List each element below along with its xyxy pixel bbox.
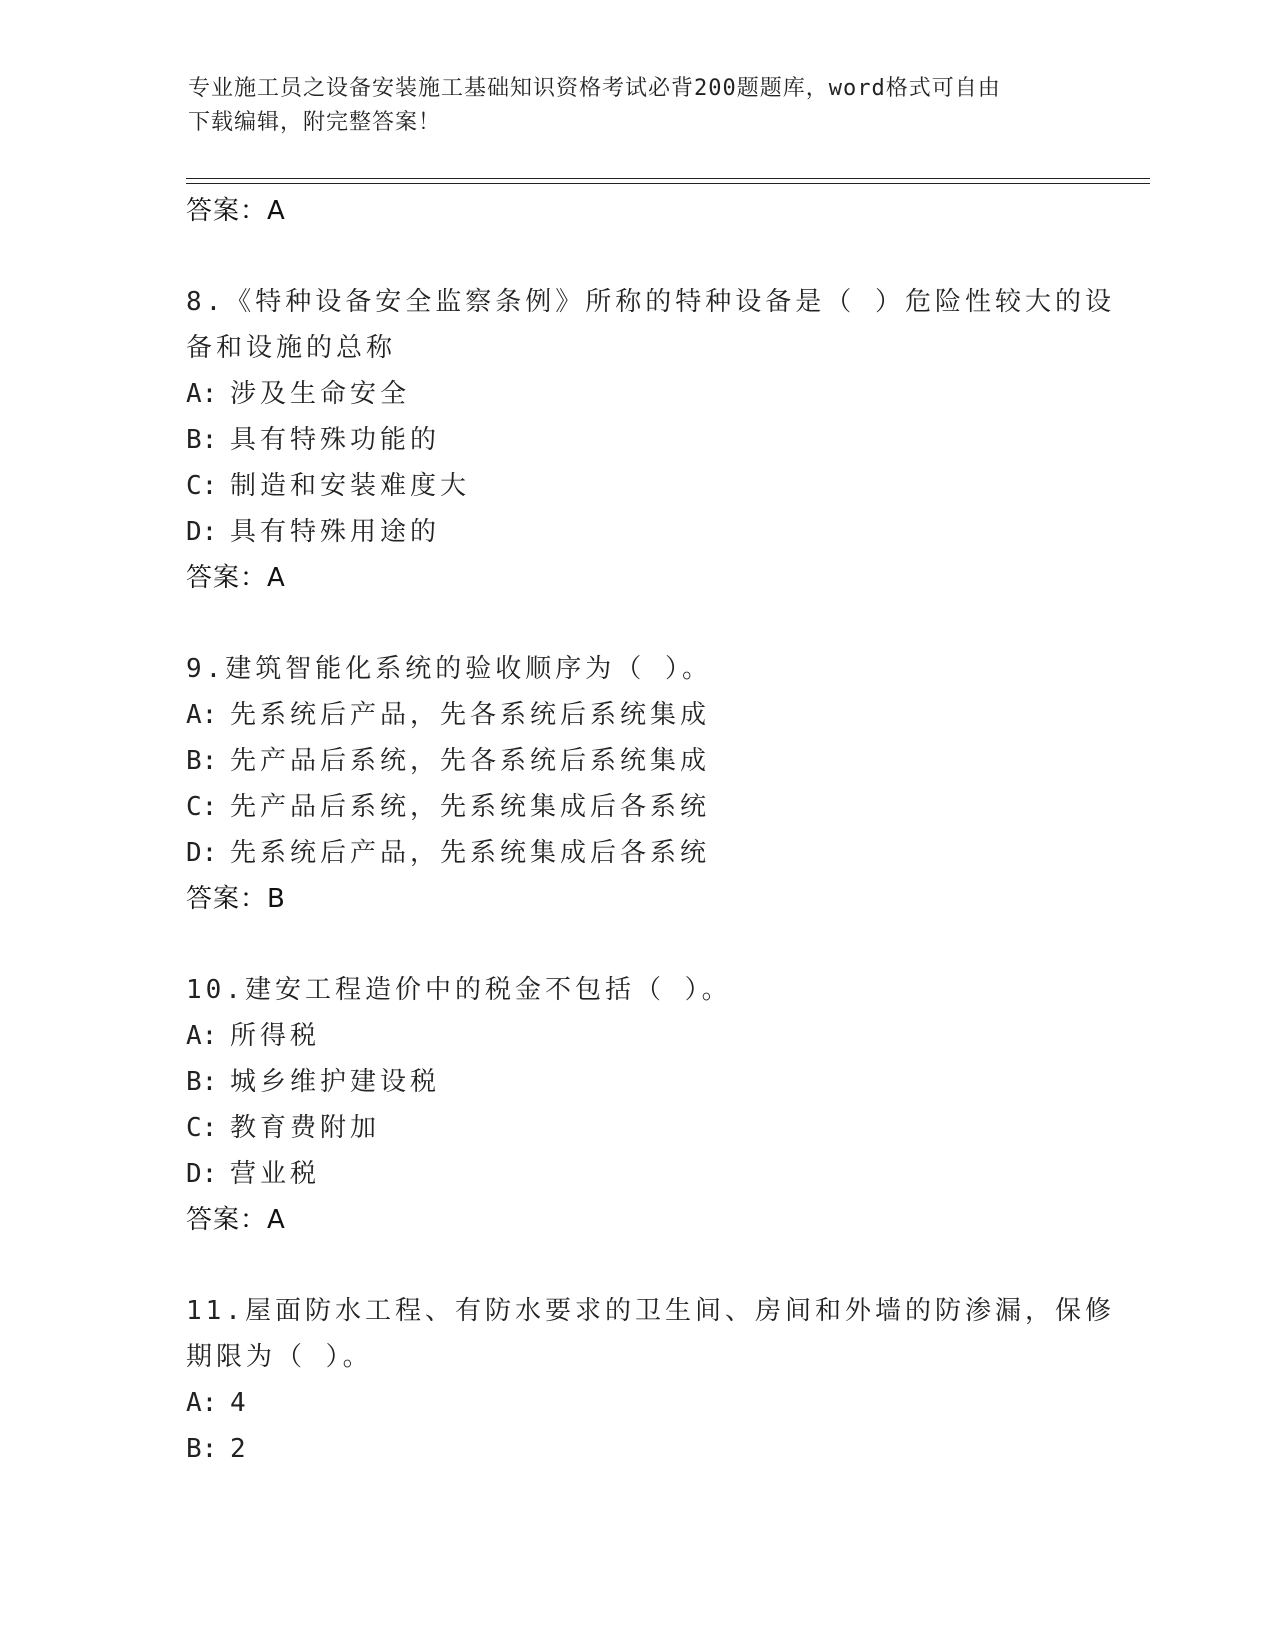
option-key: D: [186, 517, 218, 547]
option-d [186, 830, 1136, 876]
option-text: 教育费附加 [230, 1113, 381, 1143]
option-text: 具有特殊功能的 [230, 425, 441, 455]
option-a [186, 1013, 1136, 1059]
option-b [186, 1426, 1136, 1472]
option-key: D: [186, 1159, 218, 1189]
option-text: 先系统后产品，先系统集成后各系统 [230, 838, 711, 868]
option-b [186, 1059, 1136, 1105]
option-key: B: [186, 746, 218, 776]
question-11 [186, 1288, 1136, 1472]
option-text: 城乡维护建设税 [230, 1067, 441, 1097]
option-key: B: [186, 425, 218, 455]
option-key: A: [186, 1388, 218, 1418]
answer-line: 答案：B [186, 884, 286, 914]
question-9 [186, 646, 1136, 922]
option-text: 涉及生命安全 [230, 379, 411, 409]
question-list [186, 188, 1136, 1472]
question-text-continued: 期限为（ ）。 [186, 1342, 373, 1372]
option-d [186, 1151, 1136, 1197]
option-key: B: [186, 1067, 218, 1097]
option-key: D: [186, 838, 218, 868]
answer-line: 答案：A [186, 1205, 286, 1235]
question-text: 8.《特种设备安全监察条例》所称的特种设备是（ ）危险性较大的设 [186, 287, 1115, 317]
option-key: C: [186, 1113, 218, 1143]
option-b [186, 738, 1136, 784]
option-text: 先产品后系统，先各系统后系统集成 [230, 746, 711, 776]
option-text: 2 [230, 1434, 250, 1464]
question-text: 11.屋面防水工程、有防水要求的卫生间、房间和外墙的防渗漏，保修 [186, 1296, 1115, 1326]
option-key: A: [186, 1021, 218, 1051]
header-line-2: 下载编辑，附完整答案！ [188, 110, 442, 135]
option-text: 先产品后系统，先系统集成后各系统 [230, 792, 711, 822]
previous-answer: 答案：A [186, 196, 286, 226]
option-key: C: [186, 471, 218, 501]
option-a [186, 371, 1136, 417]
question-10 [186, 967, 1136, 1243]
document-header [188, 72, 1088, 140]
header-rule-bottom [186, 183, 1150, 184]
option-text: 营业税 [230, 1159, 321, 1189]
option-c [186, 463, 1136, 509]
option-text: 所得税 [230, 1021, 321, 1051]
question-8 [186, 279, 1136, 601]
option-text: 4 [230, 1388, 250, 1418]
header-line-1: 专业施工员之设备安装施工基础知识资格考试必背200题题库，word格式可自由 [188, 76, 1001, 101]
option-key: A: [186, 700, 218, 730]
option-key: C: [186, 792, 218, 822]
option-text: 具有特殊用途的 [230, 517, 441, 547]
header-rule-top [186, 178, 1150, 179]
option-key: B: [186, 1434, 218, 1464]
option-b [186, 417, 1136, 463]
option-text: 制造和安装难度大 [230, 471, 471, 501]
question-text-continued: 备和设施的总称 [186, 333, 397, 363]
option-a [186, 692, 1136, 738]
option-key: A: [186, 379, 218, 409]
option-text: 先系统后产品，先各系统后系统集成 [230, 700, 711, 730]
option-c [186, 784, 1136, 830]
answer-line: 答案：A [186, 563, 286, 593]
question-text: 10.建安工程造价中的税金不包括（ ）。 [186, 975, 732, 1005]
option-c [186, 1105, 1136, 1151]
option-d [186, 509, 1136, 555]
option-a [186, 1380, 1136, 1426]
question-text: 9.建筑智能化系统的验收顺序为（ ）。 [186, 654, 712, 684]
